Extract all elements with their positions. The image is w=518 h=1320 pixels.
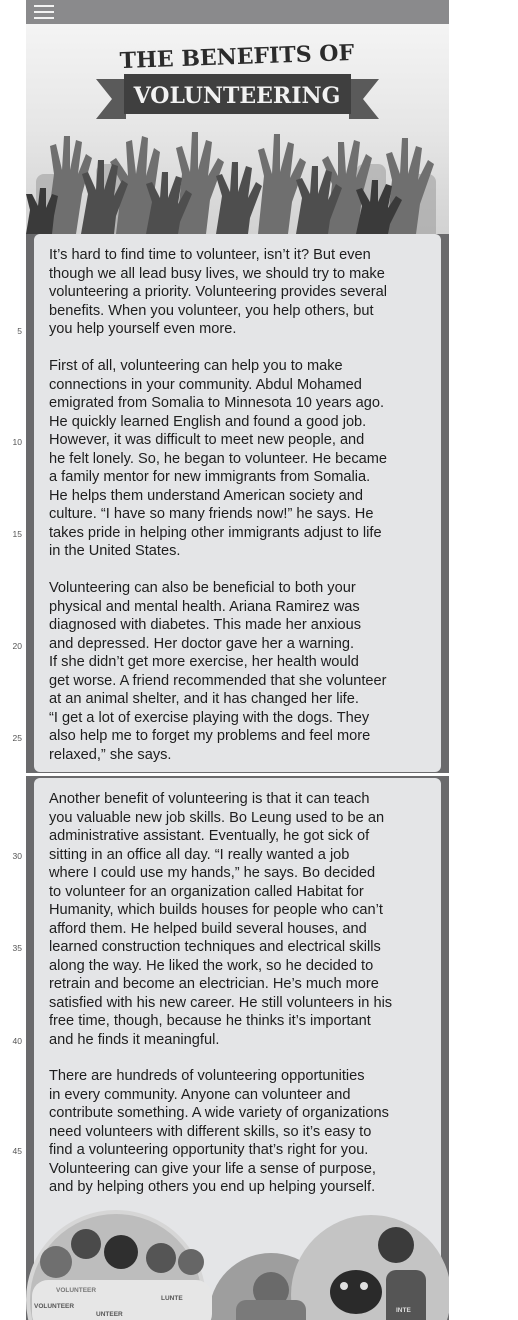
shirt-label-4: INTE [396, 1307, 411, 1314]
line-number-15: 15 [12, 529, 22, 539]
shirt-label-1: VOLUNTEER [34, 1303, 75, 1310]
paragraph-job-skills: Another benefit of volunteering is that it can teach you valuable new job skills. Bo Leung used to be an administrative assistant. Eventually, he got sick of sitting in an office all day. “I really wanted a job where I could use my hands,” he says. Bo decided to volunteer for an organization called Habitat for Humanity, which builds houses for people who can’t afford them. He helped build several houses, and learned construction techniques and electrical skills along the way. He liked the work, so he decided to retrain and become an electrician. He’s much more satisfied with his new career. He still volunteers in his free time, though, because he thinks it’s important and he finds it meaningful. [49, 791, 393, 1048]
hero-title-line2: VOLUNTEERING [133, 83, 341, 109]
line-number-35: 35 [12, 943, 22, 953]
line-number-5: 5 [17, 326, 22, 336]
line-number-30: 30 [12, 851, 22, 861]
shirt-label-5: VOLUNTEER [56, 1287, 97, 1294]
hero-title-line1: THE BENEFITS OF [119, 39, 355, 75]
line-number-20: 20 [12, 641, 22, 651]
line-number-10: 10 [12, 437, 22, 447]
shirt-label-2: UNTEER [96, 1311, 123, 1318]
volunteer-photos [26, 1200, 449, 1320]
line-number-45: 45 [12, 1146, 22, 1156]
line-number-40: 40 [12, 1036, 22, 1046]
paragraph-conclusion: There are hundreds of volunteering opportunities in every community. Anyone can volunteer and contribute something. A wide variety of organizations need volunteers with different skills, so it’s easy to find a volunteering opportunity that’s right for you. Volunteering can give your life a sense of purpose, and by helping others you end up helping yourself. [49, 1068, 389, 1195]
paragraph-health: Volunteering can also be beneficial to both your physical and mental health. Ariana Ramirez was diagnosed with diabetes. This made her anxious and depressed. Her doctor gave her a warning. If she didn’t get more exercise, her health would get worse. A friend recommended that she volunteer at an animal shelter, and it has changed her life. “I get a lot of exercise playing with the dogs. They also help me to forget my problems and feel more relaxed,” she says. [49, 580, 387, 763]
hero-banner [26, 24, 449, 234]
hamburger-menu-icon[interactable] [34, 5, 54, 19]
top-bar [26, 0, 449, 24]
paragraph-intro: It’s hard to find time to volunteer, isn’t it? But even though we all lead busy lives, we should try to make volunteering a priority. Volunteering provides several benefits. When you volunteer, you help others, but you help yourself even more. [49, 247, 388, 337]
shirt-label-3: LUNTE [161, 1295, 183, 1302]
paragraph-community: First of all, volunteering can help you to make connections in your community. Abdul Mohamed emigrated from Somalia to Minnesota 10 years ago. He quickly learned English and found a good job. However, it was difficult to meet new people, and he felt lonely. So, he began to volunteer. He became a family mentor for new immigrants from Somalia. He helps them understand American society and culture. “I have so many friends now!” he says. He takes pride in helping other immigrants adjust to life in the United States. [49, 358, 388, 559]
hands-illustration [26, 24, 449, 234]
section-divider [26, 773, 449, 776]
line-number-25: 25 [12, 733, 22, 743]
